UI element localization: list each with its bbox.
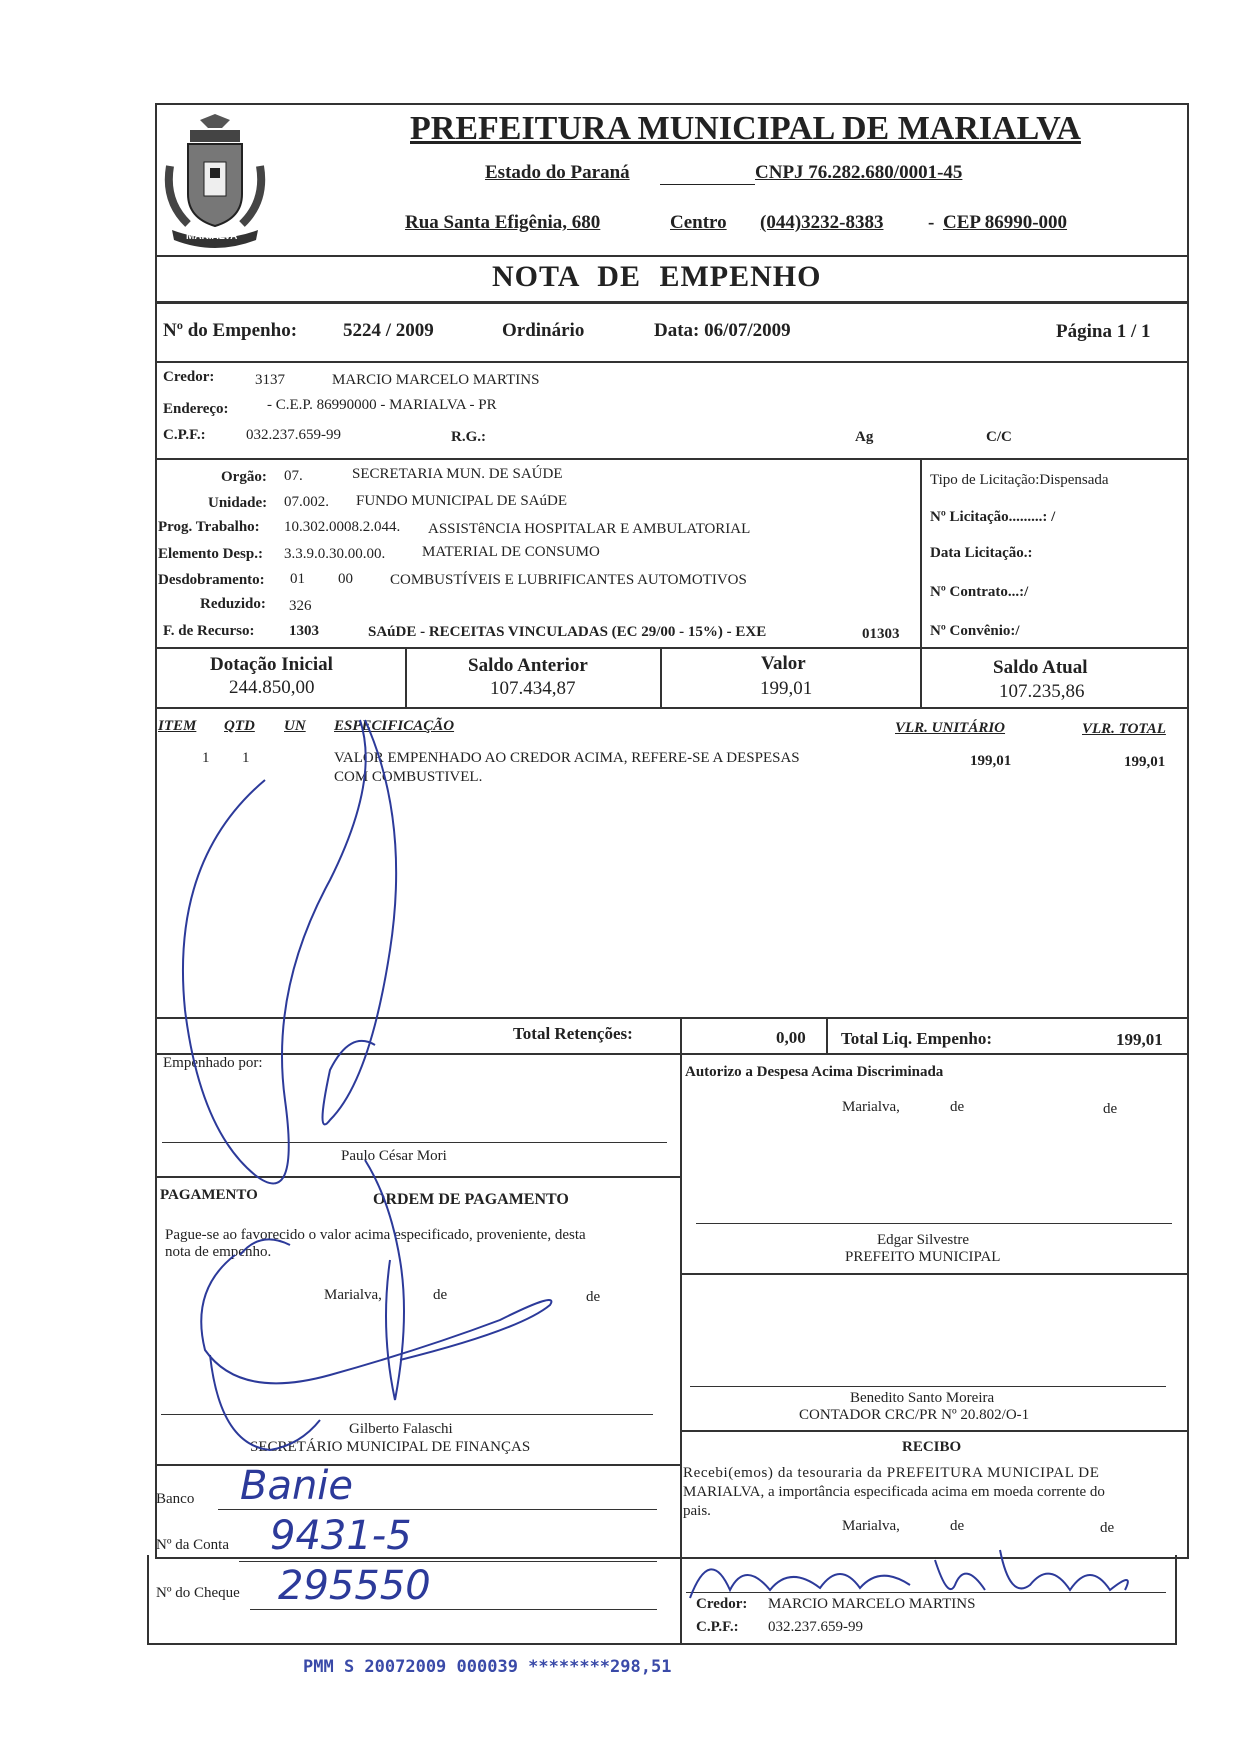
recibo-cpf-label: C.P.F.: [696,1619,739,1635]
cep: CEP 86990-000 [943,212,1068,233]
endereco: - C.E.P. 86990000 - MARIALVA - PR [267,397,497,413]
dotacao-inicial-value: 244.850,00 [229,677,315,698]
recibo-city: Marialva, [842,1518,900,1534]
total-retencoes-value: 0,00 [776,1028,806,1047]
recibo-de-2: de [1100,1520,1115,1536]
recibo-text-2: MARIALVA, a importância especificada acima em moeda corrente do [683,1484,1105,1500]
elem-code: 3.3.9.0.30.00.00. [284,546,386,562]
fonte-recurso-number: 01303 [862,626,900,642]
licitacao-number: Nº Licitação.........: / [930,509,1056,525]
unidade-label: Unidade: [208,495,268,511]
contrato-number: Nº Contrato...:/ [930,584,1029,600]
recibo-credor-label: Credor: [696,1596,748,1612]
credor-label: Credor: [163,369,215,385]
desd-label: Desdobramento: [158,572,265,588]
divider [680,1430,1187,1432]
divider [155,1176,682,1178]
item-unit-value: 199,01 [970,753,1012,769]
page-number: Página 1 / 1 [1056,321,1151,342]
pagamento-text-2: nota de empenho. [165,1244,272,1260]
empenhado-por-label: Empenhado por: [163,1055,263,1071]
banco-handwritten: Banie [240,1463,354,1509]
divider [155,255,1187,257]
divider [155,301,1187,304]
finance-signer: Gilberto Falaschi [349,1421,453,1437]
cpf-label: C.P.F.: [163,427,206,443]
reduzido-label: Reduzido: [200,596,266,612]
address: Rua Santa Efigênia, 680 [405,212,601,233]
orgao-label: Orgão: [221,469,267,485]
fonte-recurso: SAúDE - RECEITAS VINCULADAS (EC 29/00 - 15%) - EXE [368,624,767,640]
district: Centro [670,212,727,233]
empenho-number: 5224 / 2009 [343,320,434,341]
state-name: Estado do Paraná [485,162,630,183]
licitacao-type: Tipo de Licitação:Dispensada [930,472,1109,488]
empenho-type: Ordinário [502,320,585,341]
reduzido: 326 [289,598,312,614]
valor-label: Valor [761,653,806,674]
credor-handwritten-signature [700,1545,708,1546]
endereco-label: Endereço: [163,401,229,417]
pagamento-de-1: de [433,1287,448,1303]
document-title: NOTA DE EMPENHO [492,260,822,293]
elem-label: Elemento Desp.: [158,546,263,562]
desd-a: 01 [290,571,305,587]
item-spec-line1: VALOR EMPENHADO AO CREDOR ACIMA, REFERE-SE A DESPESAS [334,750,800,766]
credor-code: 3137 [255,372,285,388]
empenho-number-label: Nº do Empenho: [163,320,298,341]
prefeito-signature-line [696,1223,1172,1224]
finance-signature-line [161,1414,653,1415]
divider [680,1273,1187,1275]
empenhado-signer: Paulo César Mori [341,1148,447,1164]
contador-signature-line [690,1386,1166,1387]
crest-banner-text: MARIALVA [186,231,238,242]
divider [405,647,407,707]
frame-bottom [147,1643,1177,1645]
col-header-unit: VLR. UNITÁRIO [895,720,1006,736]
conta-handwritten: 9431-5 [270,1513,412,1559]
col-header-qtd: QTD [224,718,255,734]
divider [155,1053,1187,1055]
page-title: PREFEITURA MUNICIPAL DE MARIALVA [410,110,1081,147]
divider [680,1053,682,1555]
autorizo-label: Autorizo a Despesa Acima Discriminada [685,1064,944,1080]
desd: COMBUSTÍVEIS E LUBRIFICANTES AUTOMOTIVOS [390,572,747,588]
pagamento-city: Marialva, [324,1287,382,1303]
fonte-recurso-code: 1303 [289,623,319,639]
cnpj: CNPJ 76.282.680/0001-45 [755,162,963,183]
saldo-atual-value: 107.235,86 [999,681,1085,702]
divider [920,647,922,707]
divider [155,647,1187,649]
rg-label: R.G.: [451,429,486,445]
cheque-field[interactable] [250,1609,657,1610]
orgao-code: 07. [284,468,303,484]
banco-field[interactable] [218,1509,657,1510]
orgao: SECRETARIA MUN. DE SAÚDE [352,466,563,482]
credor-signature-line [686,1592,1166,1593]
pagamento-label: PAGAMENTO [160,1187,258,1203]
prog: ASSISTêNCIA HOSPITALAR E AMBULATORIAL [428,521,751,537]
cheque-handwritten: 295550 [278,1563,431,1609]
recibo-label: RECIBO [902,1439,962,1455]
credor-name: MARCIO MARCELO MARTINS [332,372,540,388]
divider [680,1017,682,1054]
desd-b: 00 [338,571,353,587]
recibo-text-3: pais. [683,1503,711,1519]
divider [155,1464,682,1466]
finance-role: SECRETÁRIO MUNICIPAL DE FINANÇAS [250,1439,531,1455]
contador-role: CONTADOR CRC/PR Nº 20.802/O-1 [799,1407,1030,1423]
recibo-de-1: de [950,1518,965,1534]
item-number: 1 [202,750,210,766]
autorizo-de-1: de [950,1099,965,1115]
pagamento-de-2: de [586,1289,601,1305]
frame-right-lower [1175,1555,1177,1645]
divider [155,1017,1187,1019]
ordem-pagamento-label: ORDEM DE PAGAMENTO [373,1191,569,1208]
pagamento-text-1: Pague-se ao favorecido o valor acima especificado, proveniente, desta [165,1227,586,1243]
licitacao-date: Data Licitação.: [930,545,1033,561]
phone: (044)3232-8383 [760,212,884,233]
authentication-stamp: PMM S 20072009 000039 ********298,51 [303,1657,672,1677]
divider [660,647,662,707]
divider [680,1555,682,1645]
fonte-recurso-label: F. de Recurso: [163,623,255,639]
col-header-total: VLR. TOTAL [1082,721,1166,737]
saldo-anterior-label: Saldo Anterior [468,655,588,676]
divider [920,458,922,648]
convenio-number: Nº Convênio:/ [930,623,1020,639]
ag-label: Ag [855,429,874,445]
unidade-code: 07.002. [284,494,329,510]
total-liquido-label: Total Liq. Empenho: [841,1029,992,1048]
recibo-cpf: 032.237.659-99 [768,1619,863,1635]
item-qty: 1 [242,750,250,766]
unidade: FUNDO MUNICIPAL DE SAúDE [356,493,567,509]
elem: MATERIAL DE CONSUMO [422,544,600,560]
divider [155,707,1187,709]
dotacao-inicial-label: Dotação Inicial [210,654,333,675]
divider [826,1017,828,1054]
autorizo-city: Marialva, [842,1099,900,1115]
saldo-anterior-value: 107.434,87 [490,678,576,699]
conta-field[interactable] [239,1561,657,1562]
col-header-un: UN [284,718,306,734]
dash-separator: - [928,212,935,233]
col-header-item: ITEM [158,718,197,734]
autorizo-de-2: de [1103,1101,1118,1117]
recibo-credor: MARCIO MARCELO MARTINS [768,1596,976,1612]
prefeito-signer: Edgar Silvestre [877,1232,970,1248]
banco-label: Banco [156,1491,195,1507]
recibo-text-1: Recebi(emos) da tesouraria da PREFEITURA MUNICIPAL DE [683,1465,1100,1481]
frame-left-lower [147,1555,149,1645]
state-underline [660,184,755,185]
prog-code: 10.302.0008.2.044. [284,519,401,535]
cc-label: C/C [986,429,1012,445]
item-spec-line2: COM COMBUSTIVEL. [334,769,483,785]
empenho-date: Data: 06/07/2009 [654,320,791,341]
divider [155,361,1187,363]
empenhado-signature-line [162,1142,667,1143]
municipal-crest [160,106,270,256]
prefeito-role: PREFEITO MUNICIPAL [845,1249,1001,1265]
total-retencoes-label: Total Retenções: [513,1024,633,1043]
contador-signer: Benedito Santo Moreira [850,1390,995,1406]
col-header-spec: ESPECIFICAÇÃO [334,718,455,734]
saldo-atual-label: Saldo Atual [993,657,1088,678]
prog-label: Prog. Trabalho: [158,519,260,535]
cheque-label: Nº do Cheque [156,1585,240,1601]
divider [155,458,1187,460]
cpf: 032.237.659-99 [246,427,341,443]
total-liquido-value: 199,01 [1116,1030,1163,1049]
item-total-value: 199,01 [1124,754,1166,770]
conta-label: Nº da Conta [156,1537,229,1553]
valor-value: 199,01 [760,678,813,699]
